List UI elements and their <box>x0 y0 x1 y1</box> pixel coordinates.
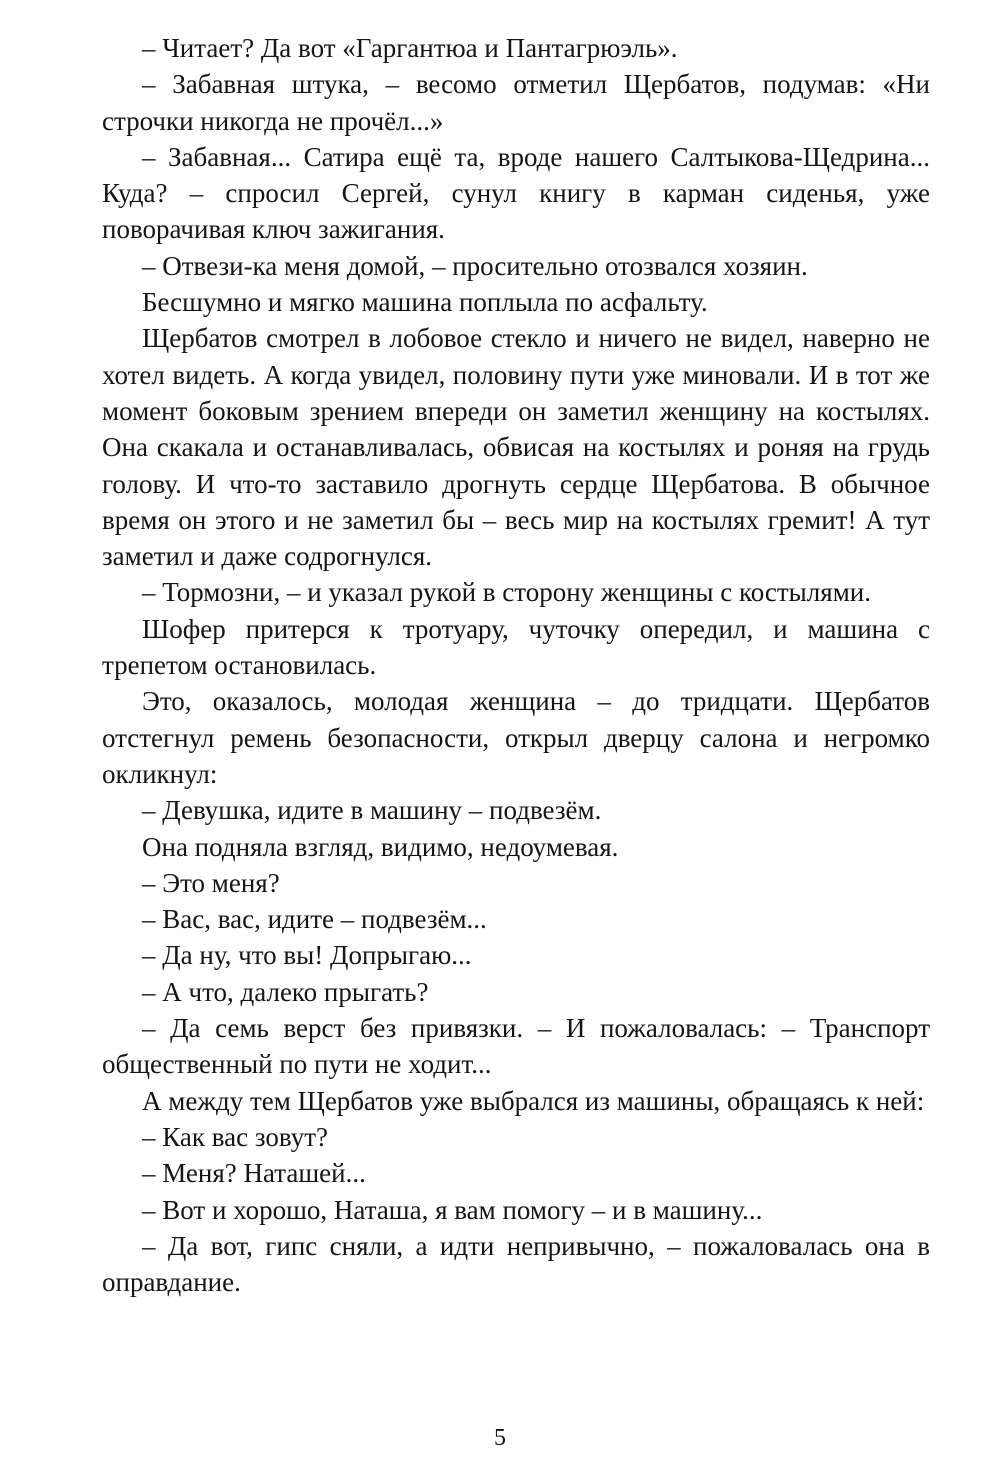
page-number: 5 <box>494 1425 506 1451</box>
paragraph: – Меня? Наташей... <box>142 1158 366 1189</box>
body-text <box>102 30 930 1300</box>
paragraph: – Это меня? <box>142 867 280 898</box>
paragraph: Она подняла взгляд, видимо, недоумевая. <box>142 831 619 862</box>
paragraph: – Вот и хорошо, Наташа, я вам помогу – и в машину... <box>142 1194 763 1225</box>
paragraph: – Да вот, гипс сняли, а идти непривычно, – пожаловалась она в оправдание. <box>102 1230 930 1298</box>
paragraph: – Девушка, идите в машину – подвезём. <box>142 795 602 826</box>
paragraph: – Забавная штука, – весомо отметил Щербатов, подумав: «Ни строчки никогда не прочёл...» <box>102 69 930 136</box>
paragraph: – Как вас зовут? <box>142 1121 328 1152</box>
paragraph: А между тем Щербатов уже выбрался из машины, обращаясь к ней: <box>142 1085 925 1116</box>
paragraph: Щербатов смотрел в лобовое стекло и ничего не видел, наверно не хотел видеть. А когда увидел, половину пути уже миновали. И в тот же момент боковым зрением впереди он заметил женщину на костылях. Она скакала и останавливалась, обвисая на костылях и роняя на грудь голову. И что-то заставило дрогнуть сердце Щербатова. В обычное время он этого и не заметил бы – весь мир на костылях гремит! А тут заметил и даже содрогнулся. <box>102 323 930 572</box>
paragraph: Это, оказалось, молодая женщина – до тридцати. Щербатов отстегнул ремень безопасности, открыл дверцу салона и негромко окликнул: <box>102 686 930 789</box>
paragraph: – Тормозни, – и указал рукой в сторону женщины с костылями. <box>142 577 871 608</box>
paragraph: Шофер притерся к тротуару, чуточку опередил, и машина с трепетом остановилась. <box>102 613 930 681</box>
paragraph: – Да ну, что вы! Допрыгаю... <box>142 940 472 971</box>
paragraph: Бесшумно и мягко машина поплыла по асфальту. <box>142 287 708 318</box>
paragraph: – Да семь верст без привязки. – И пожаловалась: – Транспорт общественный по пути не ходит... <box>102 1013 930 1080</box>
paragraph: – Забавная... Сатира ещё та, вроде нашего Салтыкова-Щедрина... Куда? – спросил Сергей, сунул книгу в карман сиденья, уже поворачивая ключ зажигания. <box>102 141 930 245</box>
paragraph: – Вас, вас, идите – подвезём... <box>142 904 487 935</box>
paragraph: – А что, далеко прыгать? <box>142 976 429 1007</box>
paragraph: – Читает? Да вот «Гаргантюа и Пантагрюэль». <box>142 33 678 63</box>
paragraph: – Отвези-ка меня домой, – просительно отозвался хозяин. <box>142 250 808 281</box>
